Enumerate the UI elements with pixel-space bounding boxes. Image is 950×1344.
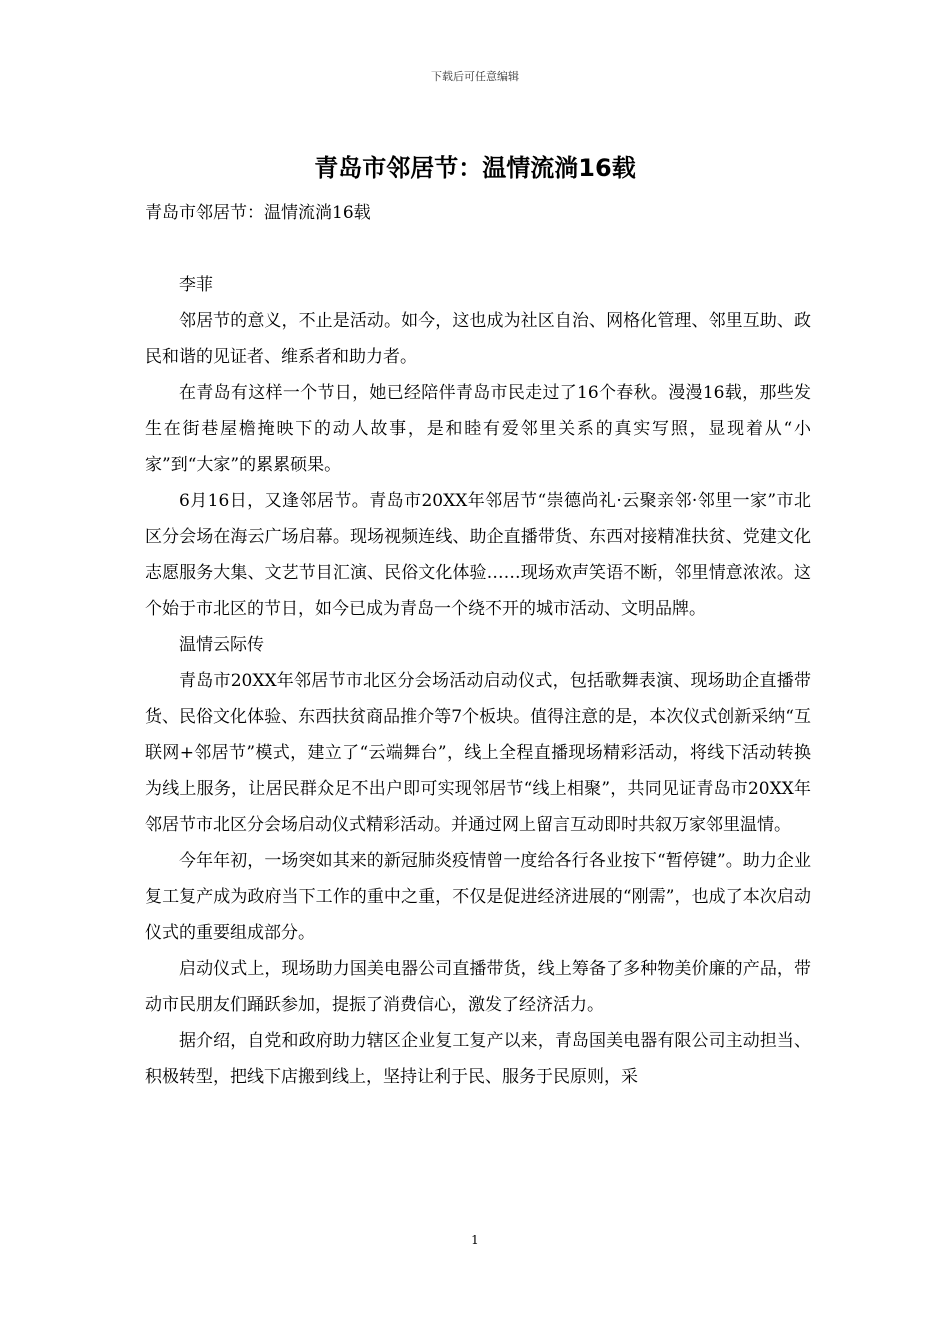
section-heading: 温情云际传 — [179, 635, 264, 655]
author-name: 李菲 — [179, 275, 213, 295]
blank-line — [145, 231, 811, 267]
paragraph: 启动仪式上，现场助力国美电器公司直播带货，线上筹备了多种物美价廉的产品，带动市民朋友们踊跃参加，提振了消费信心，激发了经济活力。 — [145, 959, 811, 1015]
document-body — [145, 195, 811, 1095]
header-note: 下载后可任意编辑 — [431, 70, 519, 83]
document-title: 青岛市邻居节：温情流淌16载 — [314, 154, 636, 182]
paragraph: 今年年初，一场突如其来的新冠肺炎疫情曾一度给各行各业按下“暂停键”。助力企业复工复产成为政府当下工作的重中之重，不仅是促进经济进展的“刚需”，也成了本次启动仪式的重要组成部分。 — [145, 851, 811, 943]
paragraph: 青岛市20XX年邻居节市北区分会场活动启动仪式，包括歌舞表演、现场助企直播带货、民俗文化体验、东西扶贫商品推介等7个板块。值得注意的是，本次仪式创新采纳“互联网+邻居节”模式，建立了“云端舞台”，线上全程直播现场精彩活动，将线下活动转换为线上服务，让居民群众足不出户即可实现邻居节“线上相聚”，共同见证青岛市20XX年邻居节市北区分会场启动仪式精彩活动。并通过网上留言互动即时共叙万家邻里温情。 — [145, 671, 811, 835]
paragraph: 邻居节的意义，不止是活动。如今，这也成为社区自治、网格化管理、邻里互助、政民和谐的见证者、维系者和助力者。 — [145, 311, 811, 367]
paragraph: 据介绍，自党和政府助力辖区企业复工复产以来，青岛国美电器有限公司主动担当、积极转型，把线下店搬到线上，坚持让利于民、服务于民原则，采 — [145, 1031, 811, 1087]
document-subtitle: 青岛市邻居节：温情流淌16载 — [145, 203, 371, 223]
page-number: 1 — [471, 1233, 479, 1247]
paragraph: 6月16日，又逢邻居节。青岛市20XX年邻居节“崇德尚礼·云聚亲邻·邻里一家”市北区分会场在海云广场启幕。现场视频连线、助企直播带货、东西对接精准扶贫、党建文化志愿服务大集、文艺节目汇演、民俗文化体验……现场欢声笑语不断，邻里情意浓浓。这个始于市北区的节日，如今已成为青岛一个绕不开的城市活动、文明品牌。 — [145, 491, 811, 619]
paragraph: 在青岛有这样一个节日，她已经陪伴青岛市民走过了16个春秋。漫漫16载，那些发生在街巷屋檐掩映下的动人故事，是和睦有爱邻里关系的真实写照，显现着从“小家”到“大家”的累累硕果。 — [145, 383, 811, 475]
